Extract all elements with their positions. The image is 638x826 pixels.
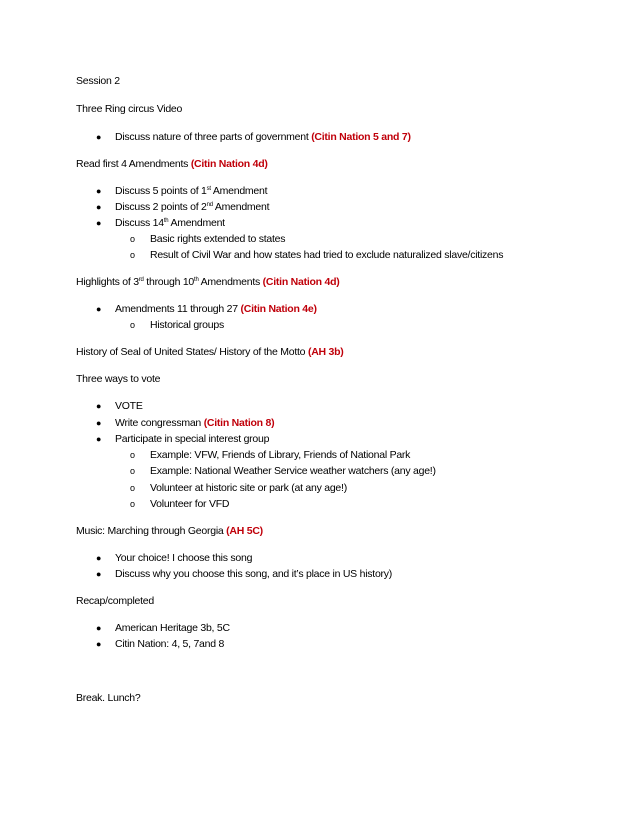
vote-sub-2: Example: National Weather Service weather watchers (any age!) <box>150 465 436 477</box>
session-title: Session 2 <box>76 75 120 87</box>
sub-bullet-icon: o <box>130 320 135 330</box>
recap-bullet-1: American Heritage 3b, 5C <box>115 622 230 634</box>
video-heading: Three Ring circus Video <box>76 103 183 115</box>
vote-sub-4: Volunteer for VFD <box>150 498 230 510</box>
bullet-icon: ● <box>96 202 102 212</box>
bullet-icon: ● <box>96 569 102 579</box>
reference-tag: (Citin Nation 4e) <box>240 303 317 315</box>
vote-sub-1: Example: VFW, Friends of Library, Friends of National Park <box>150 449 411 461</box>
vote-sub-3: Volunteer at historic site or park (at any age!) <box>150 482 347 494</box>
music-bullet-2: Discuss why you choose this song, and it’s place in US history) <box>115 568 393 580</box>
vote-bullet-2: Write congressman (Citin Nation 8) <box>115 417 275 429</box>
bullet-icon: ● <box>96 186 102 196</box>
reference-tag: (AH 3b) <box>307 346 344 358</box>
bullet-icon: ● <box>96 304 102 314</box>
video-bullet: Discuss nature of three parts of government (Citin Nation 5 and 7) <box>115 131 411 143</box>
reference-tag: (AH 5C) <box>226 525 263 537</box>
bullet-icon: ● <box>96 623 102 633</box>
amendment-bullet-1: Discuss 5 points of 1st Amendment <box>115 185 268 197</box>
reference-tag: (Citin Nation 5 and 7) <box>311 131 411 143</box>
vote-bullet-1: VOTE <box>115 400 143 412</box>
music-bullet-1: Your choice! I choose this song <box>115 552 253 564</box>
vote-bullet-3: Participate in special interest group <box>115 433 270 445</box>
sub-bullet-icon: o <box>130 499 135 509</box>
bullet-icon: ● <box>96 418 102 428</box>
reference-tag: (Citin Nation 8) <box>203 417 275 429</box>
break-line: Break. Lunch? <box>76 692 141 704</box>
bullet-icon: ● <box>96 132 102 142</box>
reference-tag: (Citin Nation 4d) <box>190 158 268 170</box>
highlights-bullet-1: Amendments 11 through 27 (Citin Nation 4e) <box>115 303 317 315</box>
sub-bullet-icon: o <box>130 250 135 260</box>
amendment-bullet-3: Discuss 14th Amendment <box>115 217 225 229</box>
bullet-icon: ● <box>96 639 102 649</box>
sub-bullet-icon: o <box>130 450 135 460</box>
bullet-icon: ● <box>96 434 102 444</box>
sub-bullet-icon: o <box>130 466 135 476</box>
highlights-heading: Highlights of 3rd through 10th Amendments (Citin Nation 4d) <box>76 276 340 288</box>
amendment-sub-2: Result of Civil War and how states had tried to exclude naturalized slave/citizens <box>150 249 504 261</box>
vote-heading: Three ways to vote <box>76 373 161 385</box>
bullet-icon: ● <box>96 553 102 563</box>
amendments-heading: Read first 4 Amendments (Citin Nation 4d) <box>76 158 268 170</box>
sub-bullet-icon: o <box>130 483 135 493</box>
bullet-icon: ● <box>96 218 102 228</box>
recap-heading: Recap/completed <box>76 595 154 607</box>
music-heading: Music: Marching through Georgia (AH 5C) <box>76 525 263 537</box>
seal-heading: History of Seal of United States/ History of the Motto (AH 3b) <box>76 346 344 358</box>
highlights-sub-1: Historical groups <box>150 319 224 331</box>
bullet-icon: ● <box>96 401 102 411</box>
sub-bullet-icon: o <box>130 234 135 244</box>
amendment-bullet-2: Discuss 2 points of 2nd Amendment <box>115 201 270 213</box>
amendment-sub-1: Basic rights extended to states <box>150 233 286 245</box>
reference-tag: (Citin Nation 4d) <box>262 276 340 288</box>
recap-bullet-2: Citin Nation: 4, 5, 7and 8 <box>115 638 225 650</box>
